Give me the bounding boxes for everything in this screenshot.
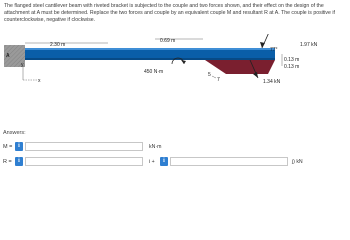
label-a: A	[6, 53, 10, 59]
x-axis-label: x	[38, 78, 41, 84]
force-134-label: 1.34 kN	[263, 79, 281, 85]
r-y-input[interactable]	[170, 157, 288, 166]
r-y-info-icon[interactable]: i	[160, 157, 168, 166]
dim-069-label: 0.69 m	[160, 38, 176, 44]
beam-figure	[0, 34, 350, 134]
dim-013a-label: 0.13 m	[284, 57, 300, 63]
y-axis-label: y	[21, 62, 24, 68]
answers-label: Answers:	[3, 130, 26, 136]
angle-77-label: 77°	[270, 47, 278, 53]
r-x-info-icon[interactable]: i	[15, 157, 23, 166]
force-197-label: 1.97 kN	[300, 42, 318, 48]
beam-bottom-flange	[25, 58, 275, 60]
r-label: R =	[3, 159, 12, 165]
couple-arrowhead	[181, 60, 186, 64]
r-answer-row	[3, 157, 343, 169]
beam-top-flange	[25, 48, 275, 50]
m-label: M =	[3, 144, 13, 150]
dim-230-label: 2.30 m	[50, 42, 66, 48]
slope-7-label: 7	[217, 77, 220, 83]
m-answer-row	[3, 142, 303, 154]
force-197-arrowhead	[260, 42, 265, 48]
slope-5-label: 5	[208, 72, 211, 78]
m-unit: kN·m	[149, 144, 162, 150]
riveted-bracket	[205, 60, 275, 74]
m-input[interactable]	[25, 142, 143, 151]
dim-013b-label: 0.13 m	[284, 64, 300, 70]
r-x-input[interactable]	[25, 157, 143, 166]
r-i-connector: i +	[149, 159, 155, 165]
m-info-icon[interactable]: i	[15, 142, 23, 151]
problem-statement: The flanged steel cantilever beam with riveted bracket is subjected to the couple and two forces shown, and their effect on the design of the attachment at A must be determined. Replace the two forces and couple by an equivalent couple M and resultant R at A. The couple is positive if counterclockwise, negative if clockwise.	[4, 3, 335, 24]
r-unit: j) kN	[292, 159, 303, 165]
couple-label: 450 N·m	[144, 69, 164, 75]
slope-triangle	[212, 76, 216, 78]
